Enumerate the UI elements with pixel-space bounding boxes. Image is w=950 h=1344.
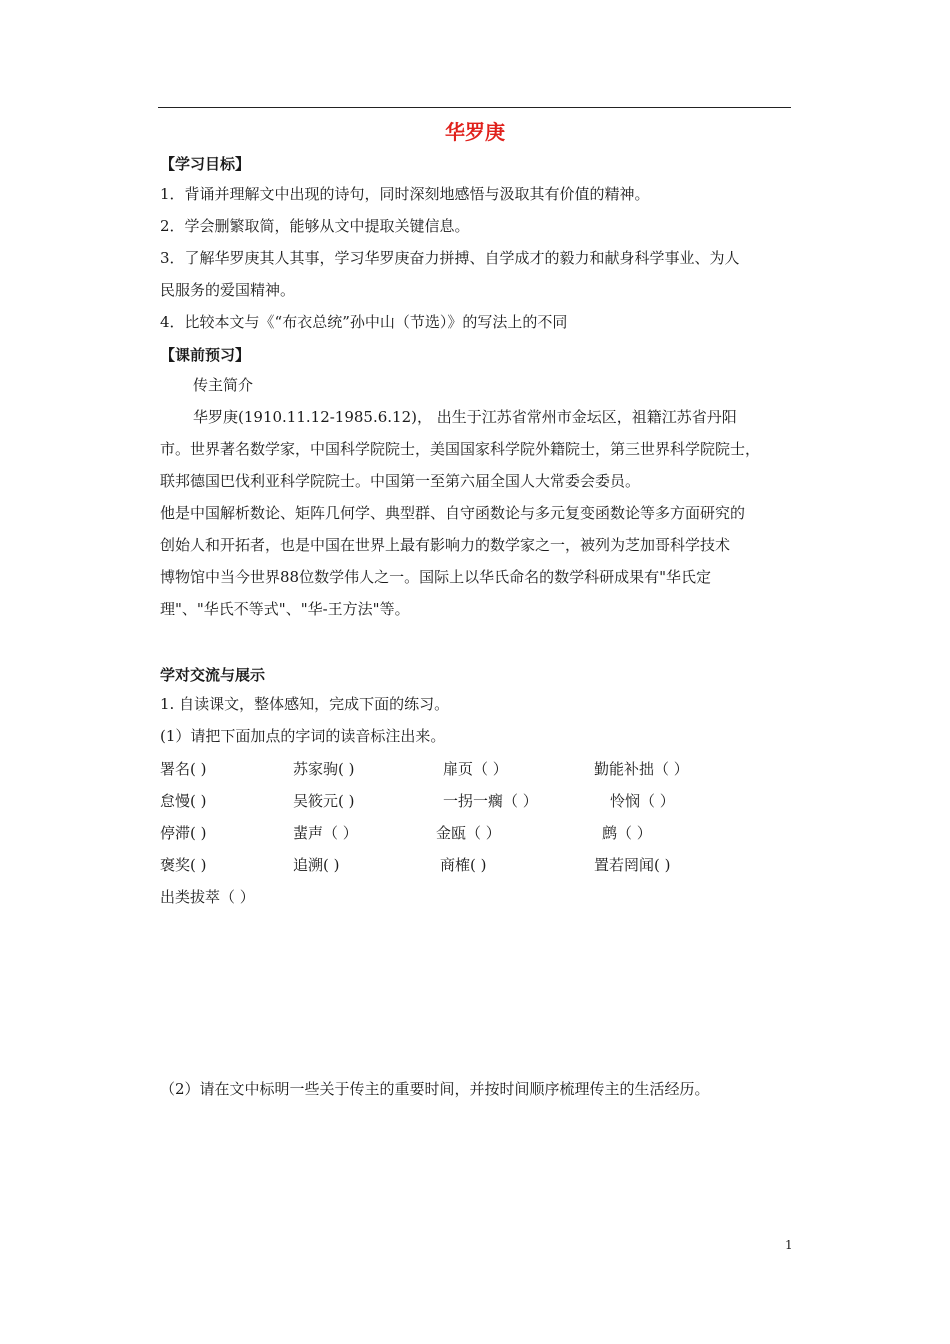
question-2: （2）请在文中标明一些关于传主的重要时间，并按时间顺序梳理传主的生活经历。 xyxy=(160,1080,710,1098)
biography-line-4: 他是中国解析数论、矩阵几何学、典型群、自守函数论与多元复变函数论等多方面研究的 xyxy=(160,504,746,522)
page-number: 1 xyxy=(785,1238,793,1252)
biography-line-6: 博物馆中当今世界88位数学伟人之一。国际上以华氏命名的数学科研成果有"华氏定 xyxy=(160,568,711,586)
vocab-row xyxy=(160,758,780,778)
vocab-row xyxy=(160,886,780,906)
vocab-item: 追溯( ) xyxy=(293,856,340,874)
objective-item-1: 1．背诵并理解文中出现的诗句，同时深刻地感悟与汲取其有价值的精神。 xyxy=(160,185,650,203)
vocab-item: 一拐一瘸（ ） xyxy=(443,792,538,810)
vocab-item: 署名( ) xyxy=(160,760,207,778)
vocab-item: 勤能补拙（ ） xyxy=(594,760,689,778)
vocab-item: 商榷( ) xyxy=(440,856,487,874)
exchange-heading: 学对交流与展示 xyxy=(160,666,266,684)
vocab-item: 置若罔闻( ) xyxy=(594,856,671,874)
question-1: (1）请把下面加点的字词的读音标注出来。 xyxy=(160,727,446,745)
preview-heading: 【课前预习】 xyxy=(160,346,251,364)
vocab-item: 金瓯（ ） xyxy=(436,824,501,842)
vocab-item: 出类拔萃（ ） xyxy=(160,888,255,906)
biography-line-3: 联邦德国巴伐利亚科学院院士。中国第一至第六届全国人大常委会委员。 xyxy=(160,472,641,490)
biography-line-7: 理"、"华氏不等式"、"华-王方法"等。 xyxy=(160,600,410,618)
vocab-row xyxy=(160,822,780,842)
vocab-item: 怠慢( ) xyxy=(160,792,207,810)
vocab-item: 褒奖( ) xyxy=(160,856,207,874)
biography-line-1: 华罗庚(1910.11.12-1985.6.12)， 出生于江苏省常州市金坛区，祖籍江苏省丹阳 xyxy=(193,408,737,426)
vocab-item: 扉页（ ） xyxy=(443,760,508,778)
task-1: 1. 自读课文，整体感知，完成下面的练习。 xyxy=(160,695,450,713)
vocab-item: 鹧（ ） xyxy=(602,824,652,842)
vocab-row xyxy=(160,790,780,810)
objective-item-3-continued: 民服务的爱国精神。 xyxy=(160,281,296,299)
header-rule xyxy=(158,107,791,108)
vocab-item: 苏家驹( ) xyxy=(293,760,355,778)
vocab-item: 蜚声（ ） xyxy=(293,824,358,842)
vocab-item: 怜悯（ ） xyxy=(610,792,675,810)
biography-subheading: 传主简介 xyxy=(193,376,254,394)
biography-line-5: 创始人和开拓者，也是中国在世界上最有影响力的数学家之一，被列为芝加哥科学技术 xyxy=(160,536,731,554)
vocab-row xyxy=(160,854,780,874)
objective-item-3: 3．了解华罗庚其人其事，学习华罗庚奋力拼搏、自学成才的毅力和献身科学事业、为人 xyxy=(160,249,740,267)
objective-item-2: 2．学会删繁取简，能够从文中提取关键信息。 xyxy=(160,217,470,235)
vocab-item: 吴筱元( ) xyxy=(293,792,355,810)
biography-line-2: 市。世界著名数学家，中国科学院院士，美国国家科学院外籍院士，第三世界科学院院士， xyxy=(160,440,761,458)
page-title: 华罗庚 xyxy=(445,120,505,144)
objectives-heading: 【学习目标】 xyxy=(160,155,251,173)
vocab-item: 停滞( ) xyxy=(160,824,207,842)
objective-item-4: 4．比较本文与《“布衣总统”孙中山（节选）》的写法上的不同 xyxy=(160,313,568,331)
